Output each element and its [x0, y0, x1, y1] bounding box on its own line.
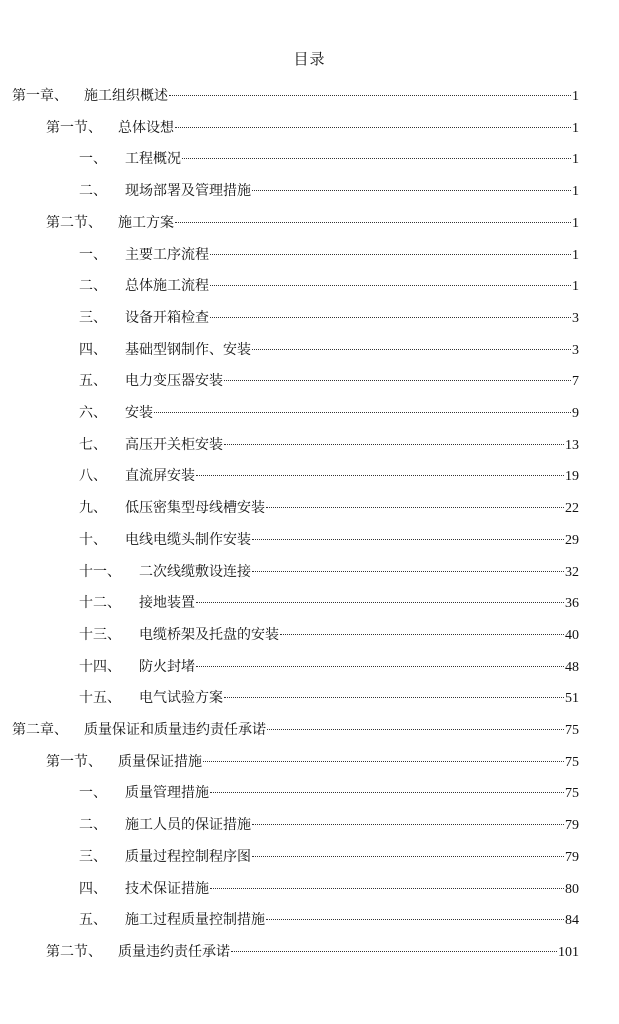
toc-entry[interactable]: [79, 625, 579, 645]
toc-entry[interactable]: [79, 245, 579, 265]
toc-entry-number: 十二、: [79, 595, 121, 612]
toc-entry[interactable]: [46, 213, 579, 233]
toc-entry-number: 五、: [79, 912, 107, 929]
toc-dot-leader: [203, 761, 564, 762]
toc-dot-leader: [231, 951, 557, 952]
toc-entry-number: 十四、: [79, 658, 121, 675]
toc-dot-leader: [154, 412, 571, 413]
toc-entry[interactable]: [79, 847, 579, 867]
toc-entry-number: 一、: [79, 246, 107, 263]
toc-entry-number: 十一、: [79, 563, 121, 580]
toc-page-number: 51: [565, 691, 579, 707]
toc-entry-label: 质量管理措施: [125, 785, 209, 802]
toc-entry[interactable]: [79, 657, 579, 677]
toc-page-number: 79: [565, 849, 579, 865]
toc-entry-label: 现场部署及管理措施: [125, 183, 251, 200]
toc-entry[interactable]: [79, 276, 579, 296]
toc-entry-label: 技术保证措施: [125, 880, 209, 897]
toc-dot-leader: [196, 475, 564, 476]
toc-entry-number: 第二节、: [46, 943, 102, 960]
toc-dot-leader: [210, 317, 571, 318]
toc-dot-leader: [196, 666, 564, 667]
toc-page-number: 1: [572, 184, 579, 200]
toc-page-number: 1: [572, 120, 579, 136]
toc-entry-number: 二、: [79, 183, 107, 200]
toc-page-number: 101: [558, 944, 579, 960]
toc-entry-number: 八、: [79, 468, 107, 485]
toc-entry-label: 施工组织概述: [84, 88, 168, 104]
toc-dot-leader: [210, 285, 571, 286]
toc-entry-label: 安装: [125, 405, 153, 421]
toc-entry-label: 二次线缆敷设连接: [139, 563, 251, 580]
toc-page-number: 80: [565, 881, 579, 897]
toc-dot-leader: [252, 571, 564, 572]
toc-entry-number: 三、: [79, 309, 107, 326]
toc-entry-label: 质量保证措施: [118, 753, 202, 770]
toc-entry-number: 十三、: [79, 626, 121, 643]
toc-dot-leader: [224, 697, 564, 698]
toc-page-number: 1: [572, 152, 579, 168]
toc-entry-label: 质量过程控制程序图: [125, 848, 251, 865]
toc-page-number: 40: [565, 627, 579, 643]
toc-entry[interactable]: [79, 498, 579, 518]
toc-entry[interactable]: [79, 910, 579, 930]
toc-page-number: 1: [572, 279, 579, 295]
toc-entry-number: 十五、: [79, 690, 121, 707]
toc-entry-number: 四、: [79, 341, 107, 358]
toc-entry[interactable]: [79, 783, 579, 803]
toc-entry-label: 设备开箱检查: [125, 309, 209, 326]
toc-entry[interactable]: [46, 118, 579, 138]
toc-dot-leader: [252, 190, 571, 191]
toc-page-number: 29: [565, 532, 579, 548]
toc-entry-number: 一、: [79, 785, 107, 802]
toc-entry-number: 五、: [79, 373, 107, 390]
toc-entry-number: 二、: [79, 278, 107, 295]
toc-entry-label: 低压密集型母线槽安装: [125, 500, 265, 517]
toc-entry-number: 二、: [79, 817, 107, 834]
toc-dot-leader: [169, 95, 571, 96]
toc-entry[interactable]: [79, 815, 579, 835]
toc-entry-label: 电线电缆头制作安装: [125, 531, 251, 548]
toc-page-number: 1: [572, 247, 579, 263]
toc-entry-label: 基础型钢制作、安装: [125, 341, 251, 358]
toc-entry-number: 第二章、: [12, 722, 68, 738]
toc-entry[interactable]: [79, 371, 579, 391]
toc-page-number: 1: [572, 215, 579, 231]
toc-dot-leader: [182, 158, 571, 159]
toc-entry[interactable]: [46, 752, 579, 772]
toc-entry[interactable]: [79, 435, 579, 455]
toc-entry-label: 施工方案: [118, 214, 174, 231]
toc-entry[interactable]: [79, 403, 579, 423]
toc-page-number: 75: [565, 786, 579, 802]
toc-entry-label: 施工人员的保证措施: [125, 817, 251, 834]
toc-entry-number: 第一节、: [46, 119, 102, 136]
toc-entry-label: 直流屏安装: [125, 468, 195, 485]
toc-dot-leader: [252, 856, 564, 857]
toc-entry-number: 四、: [79, 880, 107, 897]
toc-entry[interactable]: [79, 530, 579, 550]
toc-page-number: 32: [565, 564, 579, 580]
toc-dot-leader: [224, 444, 564, 445]
toc-entry-label: 工程概况: [125, 151, 181, 168]
toc-entry[interactable]: [79, 879, 579, 899]
toc-page-number: 79: [565, 818, 579, 834]
toc-entry-label: 电力变压器安装: [125, 373, 223, 390]
toc-entry[interactable]: [79, 466, 579, 486]
toc-entry-number: 一、: [79, 151, 107, 168]
toc-entry-label: 电缆桥架及托盘的安装: [139, 626, 279, 643]
toc-dot-leader: [196, 602, 564, 603]
toc-entry[interactable]: [79, 688, 579, 708]
toc-entry-label: 接地装置: [139, 595, 195, 612]
toc-page-number: 36: [565, 596, 579, 612]
toc-dot-leader: [252, 824, 564, 825]
toc-entry[interactable]: [79, 340, 579, 360]
toc-entry[interactable]: [79, 562, 579, 582]
toc-entry-label: 高压开关柜安装: [125, 436, 223, 453]
toc-entry[interactable]: [12, 86, 579, 106]
toc-entry[interactable]: [79, 593, 579, 613]
toc-dot-leader: [224, 380, 571, 381]
toc-entry-label: 质量违约责任承诺: [118, 943, 230, 960]
toc-dot-leader: [252, 539, 564, 540]
toc-entry-label: 电气试验方案: [139, 690, 223, 707]
toc-title: 目录: [293, 50, 326, 68]
toc-entry[interactable]: [46, 942, 579, 962]
toc-entry-label: 质量保证和质量违约责任承诺: [84, 722, 266, 738]
toc-page-number: 19: [565, 469, 579, 485]
toc-page-number: 13: [565, 437, 579, 453]
toc-dot-leader: [210, 254, 571, 255]
toc-entry-number: 九、: [79, 500, 107, 517]
toc-entry[interactable]: [79, 149, 579, 169]
toc-entry-number: 六、: [79, 405, 107, 421]
toc-page-number: 1: [572, 89, 579, 104]
toc-dot-leader: [175, 222, 571, 223]
toc-entry-number: 第一章、: [12, 88, 68, 104]
toc-entry[interactable]: [79, 181, 579, 201]
toc-entry-number: 第一节、: [46, 753, 102, 770]
toc-dot-leader: [267, 729, 564, 730]
toc-entry-number: 十、: [79, 531, 107, 548]
toc-dot-leader: [252, 349, 571, 350]
toc-page-number: 7: [572, 374, 579, 390]
toc-entry-number: 七、: [79, 436, 107, 453]
toc-dot-leader: [280, 634, 564, 635]
toc-dot-leader: [175, 127, 571, 128]
toc-entry-number: 三、: [79, 848, 107, 865]
toc-page-number: 3: [572, 310, 579, 326]
toc-dot-leader: [266, 507, 564, 508]
toc-page-number: 48: [565, 659, 579, 675]
toc-entry-label: 主要工序流程: [125, 246, 209, 263]
toc-entry-label: 总体施工流程: [125, 278, 209, 295]
toc-page-number: 84: [565, 913, 579, 929]
toc-page-number: 75: [565, 723, 579, 738]
toc-entry[interactable]: [79, 308, 579, 328]
toc-dot-leader: [210, 792, 564, 793]
toc-dot-leader: [266, 919, 564, 920]
toc-page-number: 75: [565, 754, 579, 770]
toc-entry[interactable]: [12, 720, 579, 740]
toc-entry-label: 总体设想: [118, 119, 174, 136]
toc-page-number: 9: [572, 406, 579, 421]
toc-entry-label: 防火封堵: [139, 658, 195, 675]
toc-dot-leader: [210, 888, 564, 889]
toc-entry-label: 施工过程质量控制措施: [125, 912, 265, 929]
toc-page-number: 22: [565, 501, 579, 517]
toc-page-number: 3: [572, 342, 579, 358]
toc-entry-number: 第二节、: [46, 214, 102, 231]
